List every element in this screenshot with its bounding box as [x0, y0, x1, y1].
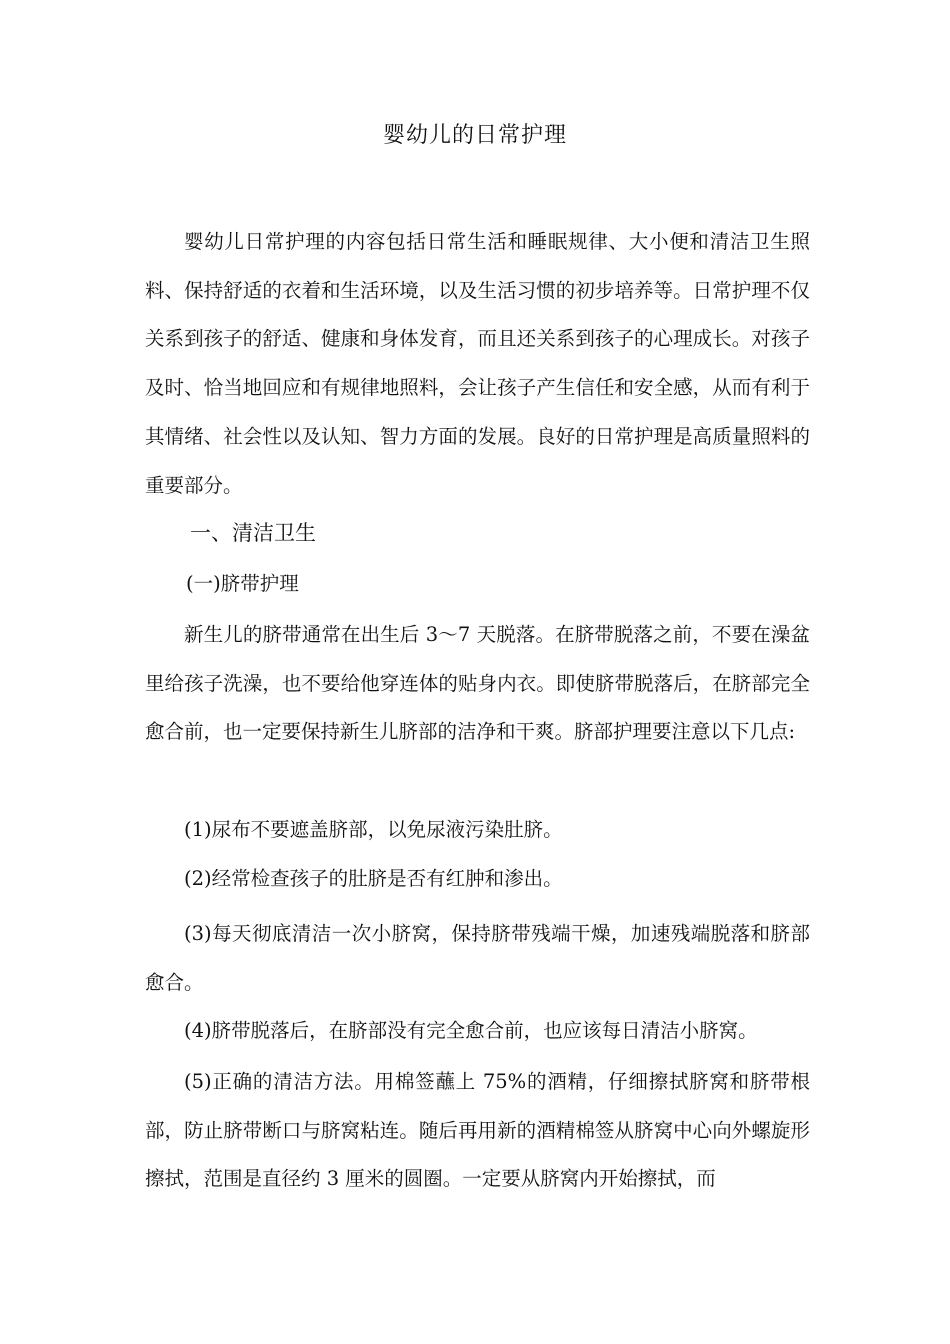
list-item-2: (2)经常检查孩子的肚脐是否有红肿和渗出。 [184, 867, 563, 890]
intro-paragraph: 婴幼儿日常护理的内容包括日常生活和睡眠规律、大小便和清洁卫生照料、保持舒适的衣着和生活环境，以及生活习惯的初步培养等。日常护理不仅关系到孩子的舒适、健康和身体发育，而且还关系到孩子的心理成长。对孩子及时、恰当地回应和有规律地照料，会让孩子产生信任和安全感，从而有利于其情绪、社会性以及认知、智力方面的发展。良好的日常护理是高质量照料的重要部分。 [145, 230, 810, 497]
list-item-5: (5)正确的清洁方法。用棉签蘸上 75%的酒精，仔细擦拭脐窝和脐带根部，防止脐带断口与脐窝粘连。随后再用新的酒精棉签从脐窝中心向外螺旋形擦拭，范围是直径约 3 厘米的圆圈。一定要从脐窝内开始擦拭，而 [145, 1070, 810, 1191]
subsection-heading-umbilical: (一)脐带护理 [186, 572, 299, 595]
document-title: 婴幼儿的日常护理 [382, 123, 567, 148]
list-item-3: (3)每天彻底清洁一次小脐窝，保持脐带残端干燥，加速残端脱落和脐部愈合。 [145, 922, 810, 994]
section-heading-cleaning: 一、清洁卫生 [190, 521, 316, 545]
umbilical-paragraph: 新生儿的脐带通常在出生后 3～7 天脱落。在脐带脱落之前，不要在澡盆里给孩子洗澡，也不要给他穿连体的贴身内衣。即使脐带脱落后，在脐部完全愈合前，也一定要保持新生儿脐部的洁净和干爽。脐部护理要注意以下几点: [145, 623, 810, 744]
list-item-4: (4)脐带脱落后，在脐部没有完全愈合前，也应该每日清洁小脐窝。 [184, 1019, 758, 1042]
list-item-1: (1)尿布不要遮盖脐部，以免尿液污染肚脐。 [184, 818, 563, 841]
